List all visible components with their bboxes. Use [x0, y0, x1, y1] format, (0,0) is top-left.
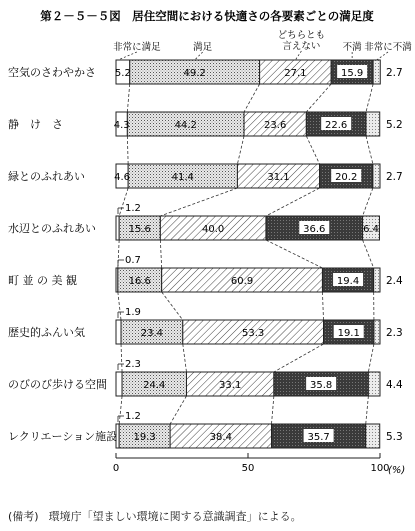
x-unit-label: (%) [388, 465, 406, 476]
bar-segment-very-dissatisfied [366, 424, 380, 448]
data-label: 40.0 [202, 224, 225, 235]
legend [113, 30, 412, 60]
connector-line [366, 136, 373, 164]
bars [114, 60, 403, 448]
connector-line [237, 136, 244, 164]
data-label: 2.7 [386, 171, 403, 183]
data-label: 24.4 [143, 380, 166, 391]
connector-line [121, 344, 122, 372]
data-label: 19.4 [336, 276, 360, 287]
category-label: レクリエーション施設 [8, 430, 118, 443]
bar-segment-very-dissatisfied [373, 60, 380, 84]
legend-label: どちらとも [277, 30, 326, 41]
category-label: のびのび歩ける空間 [8, 378, 107, 391]
category-label: 静 け さ [8, 118, 63, 131]
bar-segment-very-dissatisfied [366, 112, 380, 136]
data-label: 5.3 [386, 431, 403, 443]
data-label: 5.2 [386, 119, 403, 131]
data-label: 60.9 [230, 276, 254, 287]
data-label: 4.3 [113, 120, 130, 131]
data-label: 2.4 [386, 275, 403, 287]
data-label: 33.1 [219, 380, 242, 391]
connector-line [266, 240, 322, 268]
connector-line [244, 84, 260, 112]
data-label: 36.6 [303, 224, 326, 235]
data-label: 49.2 [183, 68, 206, 79]
source-note-text: 環境庁「望ましい環境に関する意識調査」による。 [48, 510, 302, 523]
connector-line [127, 84, 129, 112]
chart-title: 第２－５－５図 居住空間における快適さの各要素ごとの満足度 [40, 9, 374, 23]
connector-line [266, 188, 320, 216]
legend-label: 非常に満足 [113, 42, 161, 53]
connector-line [119, 396, 122, 424]
x-tick-label: 100 [370, 463, 390, 474]
connector-line [271, 396, 273, 424]
connector-line [183, 344, 187, 372]
x-tick-label: 0 [112, 463, 120, 474]
connector-line [366, 396, 369, 424]
data-label: 5.2 [114, 68, 131, 79]
data-label: 1.9 [125, 307, 141, 318]
connector-line [170, 396, 186, 424]
data-label: 6.4 [363, 224, 379, 235]
source-note-label: (備考) [8, 510, 39, 523]
category-label: 緑とのふれあい [8, 170, 85, 183]
category-label: 水辺とのふれあい [8, 222, 96, 235]
data-label: 41.4 [171, 172, 194, 183]
data-label: 4.4 [386, 379, 403, 391]
data-label: 0.7 [125, 255, 141, 266]
legend-label: 満足 [193, 42, 213, 53]
connector-line [160, 240, 161, 268]
bar-segment-very-satisfied [116, 320, 121, 344]
data-label: 38.4 [209, 432, 232, 443]
data-label: 35.8 [309, 380, 333, 391]
source-note [8, 508, 312, 524]
x-axis [113, 453, 406, 476]
connector-line [366, 84, 373, 112]
data-label: 16.6 [128, 276, 151, 287]
data-label: 1.2 [125, 411, 141, 422]
connector-line [274, 344, 324, 372]
connector-line [306, 136, 319, 164]
data-label: 1.2 [125, 203, 141, 214]
data-label: 23.6 [264, 120, 287, 131]
category-labels [8, 65, 117, 443]
data-label: 4.6 [114, 172, 131, 183]
connector-line [162, 292, 183, 320]
data-label: 2.7 [386, 67, 403, 79]
legend-label: 非常に不満 [364, 42, 412, 53]
data-label: 20.2 [335, 172, 358, 183]
connector-line [368, 344, 374, 372]
data-label: 27.1 [284, 68, 307, 79]
category-label: 歴史的ふんい気 [8, 326, 85, 339]
data-label: 44.2 [174, 120, 197, 131]
legend-leader [195, 52, 203, 60]
data-label: 15.9 [341, 68, 364, 79]
bar-segment-very-dissatisfied [373, 164, 380, 188]
category-label: 町 並 の 美 観 [8, 274, 77, 287]
category-label: 空気のさわやかさ [8, 66, 96, 79]
bar-segment-very-dissatisfied [368, 372, 380, 396]
legend-label: 言えない [282, 41, 321, 52]
data-label: 15.6 [128, 224, 151, 235]
connector-line [322, 292, 323, 320]
bar-segment-very-satisfied [116, 372, 122, 396]
connector-line [363, 240, 374, 268]
connector-line [127, 136, 128, 164]
data-label: 2.3 [386, 327, 403, 339]
data-label: 19.3 [133, 432, 156, 443]
connector-line [363, 188, 373, 216]
connector-line [306, 84, 331, 112]
data-label: 22.6 [325, 120, 348, 131]
bar-segment-very-dissatisfied [374, 320, 380, 344]
x-tick-label: 50 [241, 463, 255, 474]
legend-label: 不満 [342, 42, 362, 53]
data-label: 53.3 [242, 328, 265, 339]
data-label: 35.7 [307, 432, 330, 443]
data-label: 31.1 [267, 172, 290, 183]
legend-leader [295, 51, 301, 60]
data-label: 19.1 [337, 328, 360, 339]
data-label: 23.4 [140, 328, 164, 339]
legend-leader [377, 52, 388, 60]
bar-segment-very-dissatisfied [374, 268, 380, 292]
data-label: 2.3 [125, 359, 141, 370]
legend-leader [118, 52, 137, 60]
connector-line [160, 188, 237, 216]
